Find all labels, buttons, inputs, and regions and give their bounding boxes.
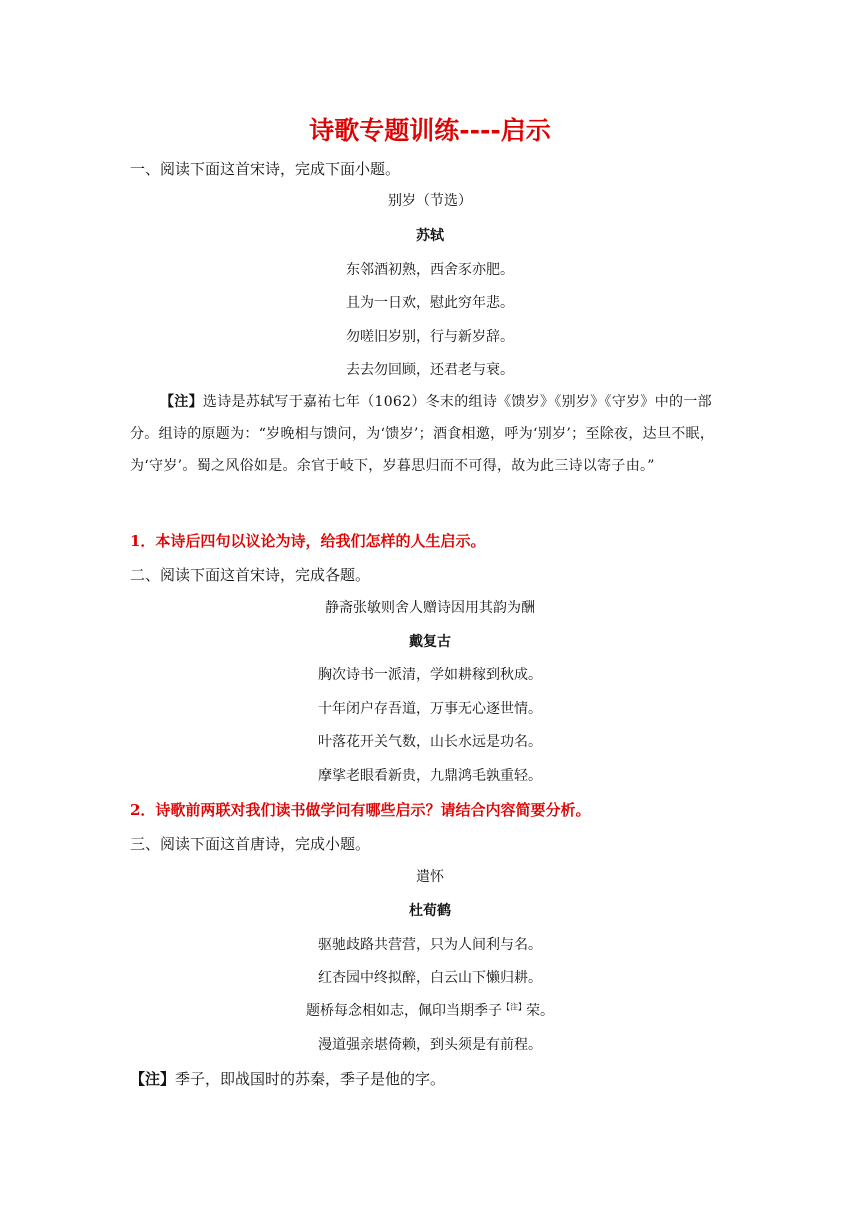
poem-3-line — [0, 1000, 860, 1020]
poem-1-line: 东邻酒初熟，西舍豕亦肥。 — [346, 262, 514, 278]
note-text: 季子，即战国时的苏秦，季子是他的字。 — [175, 1070, 446, 1088]
poem-2-line: 叶落花开关气数，山长水远是功名。 — [318, 734, 542, 750]
poem-3-note — [130, 1068, 445, 1089]
poem-1-title: 别岁（节选） — [388, 193, 472, 209]
poem-1-author: 苏轼 — [416, 228, 444, 244]
poem-3-line: 驱驰歧路共营营，只为人间利与名。 — [318, 937, 542, 953]
poem-3-author: 杜荀鹤 — [409, 903, 451, 919]
question-1: 1．本诗后四句以议论为诗，给我们怎样的人生启示。 — [130, 532, 486, 550]
poem-1-note — [130, 386, 730, 482]
section-1-heading: 一、阅读下面这首宋诗，完成下面小题。 — [130, 160, 401, 178]
poem-2-line: 十年闭户存吾道，万事无心逐世情。 — [318, 701, 542, 717]
poem-3-line-end: 荣。 — [526, 1003, 554, 1019]
note-label: 【注】 — [160, 394, 203, 410]
question-2: 2．诗歌前两联对我们读书做学问有哪些启示？请结合内容简要分析。 — [130, 801, 591, 819]
poem-1-line: 勿嗟旧岁别，行与新岁辞。 — [346, 329, 514, 345]
poem-2-line: 摩挲老眼看新贵，九鼎鸿毛孰重轻。 — [318, 768, 542, 784]
poem-2-author: 戴复古 — [409, 634, 451, 650]
note-text: 选诗是苏轼写于嘉祐七年（1062）冬末的组诗《馈岁》《别岁》《守岁》中的一部分。组诗的原题为：“岁晚相与馈问，为‘馈岁’；酒食相邀，呼为‘别岁’；至除夜，达旦不眠，为‘守岁’。蜀之风俗如是。余官于岐下，岁暮思归而不可得，故为此三诗以寄子由。” — [130, 394, 715, 474]
poem-3-title: 遣怀 — [416, 869, 444, 885]
section-3-heading: 三、阅读下面这首唐诗，完成小题。 — [130, 835, 371, 853]
poem-2-title: 静斋张敏则舍人赠诗因用其韵为酬 — [325, 600, 535, 616]
poem-2-line: 胸次诗书一派清，学如耕稼到秋成。 — [318, 667, 542, 683]
page-title: 诗歌专题训练----启示 — [309, 116, 551, 145]
section-2-heading: 二、阅读下面这首宋诗，完成各题。 — [130, 566, 371, 584]
poem-1-line: 且为一日欢，慰此穷年悲。 — [346, 295, 514, 311]
poem-1-line: 去去勿回顾，还君老与衰。 — [346, 362, 514, 378]
poem-3-line: 红杏园中终拟醉，白云山下懒归耕。 — [318, 970, 542, 986]
poem-3-line: 漫道强亲堪倚赖，到头须是有前程。 — [318, 1037, 542, 1053]
footnote-marker: 【注】 — [502, 1002, 526, 1012]
poem-3-line-text: 题桥每念相如志，佩印当期季子 — [306, 1003, 502, 1019]
note-label: 【注】 — [130, 1070, 176, 1088]
